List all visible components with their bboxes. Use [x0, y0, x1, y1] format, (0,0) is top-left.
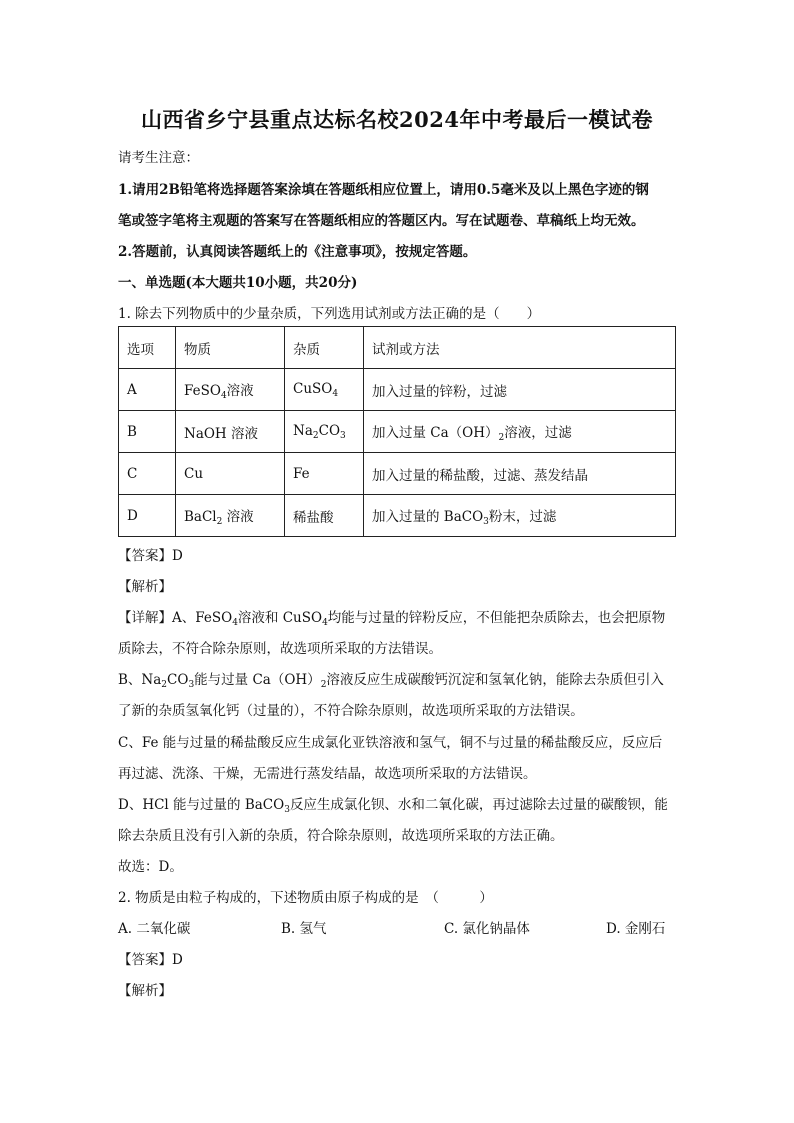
table-header-row	[119, 327, 676, 369]
notice-heading: 请考生注意：	[118, 150, 199, 166]
question-1-analysis-heading: 【解析】	[118, 579, 172, 595]
table-row	[119, 369, 676, 411]
impurity-cell: $Na_2CO_3$	[285, 411, 364, 453]
substance-cell: NaOH 溶液	[176, 411, 285, 453]
table-row	[119, 411, 676, 453]
question-2-answer: 【答案】D	[118, 952, 183, 968]
method-cell: 加入过量的稀盐酸，过滤、蒸发结晶	[364, 453, 676, 495]
question-1-conclusion: 故选：D。	[118, 859, 183, 875]
choice-c: C. 氯化钠晶体	[444, 921, 530, 937]
table-header-cell: 物质	[176, 327, 285, 369]
method-cell: 加入过量的 BaCO$_3$粉末，过滤	[364, 495, 676, 537]
analysis-c-line-1: C、Fe 能与过量的稀盐酸反应生成氯化亚铁溶液和氢气，铜不与过量的稀盐酸反应，反应后	[118, 735, 663, 751]
question-1-answer: 【答案】D	[118, 548, 183, 564]
impurity-cell: 稀盐酸	[285, 495, 364, 537]
analysis-b-line-1: B、$Na_2CO_3$能与过量 $Ca(OH)_2$溶液反应生成碳酸钙沉淀和氢氧化钠，能除去杂质但引入	[118, 672, 664, 690]
option-label: D	[119, 495, 176, 537]
analysis-b-line-2: 了新的杂质氢氧化钙（过量的），不符合除杂原则，故选项所采取的方法错误。	[118, 703, 584, 719]
substance-cell: FeSO$_4$溶液	[176, 369, 285, 411]
question-1-stem: 1. 除去下列物质中的少量杂质，下列选用试剂或方法正确的是（ ）	[118, 306, 541, 322]
notice-item-1-line-2: 笔或签字笔将主观题的答案写在答题纸相应的答题区内。写在试题卷、草稿纸上均无效。	[118, 213, 645, 229]
analysis-d-line-1: D、HCl 能与过量的 BaCO$_3$反应生成氯化钡、水和二氧化碳，再过滤除去过量的碳酸钡，能	[118, 797, 668, 815]
analysis-d-line-2: 除去杂质且没有引入新的杂质，符合除杂原则，故选项所采取的方法正确。	[118, 828, 564, 844]
substance-cell: BaCl$_2$ 溶液	[176, 495, 285, 537]
option-label: C	[119, 453, 176, 495]
question-2-stem: 2. 物质是由粒子构成的，下述物质由原子构成的是 （ ）	[118, 890, 493, 906]
impurity-cell: CuSO$_4$	[285, 369, 364, 411]
table-header-cell: 选项	[119, 327, 176, 369]
choice-a: A. 二氧化碳	[118, 921, 191, 937]
substance-cell: Cu	[176, 453, 285, 495]
table-row	[119, 453, 676, 495]
notice-item-1-line-1: 1.请用2B铅笔将选择题答案涂填在答题纸相应位置上，请用0.5毫米及以上黑色字迹的钢	[118, 182, 649, 198]
table-header-cell: 试剂或方法	[364, 327, 676, 369]
choice-d: D. 金刚石	[606, 921, 666, 937]
analysis-c-line-2: 再过滤、洗涤、干燥，无需进行蒸发结晶，故选项所采取的方法错误。	[118, 766, 537, 782]
page-title: 山西省乡宁县重点达标名校2024年中考最后一模试卷	[141, 107, 653, 132]
impurity-cell: Fe	[285, 453, 364, 495]
section-heading: 一、单选题(本大题共10小题，共20分)	[118, 275, 358, 291]
analysis-a-line-2: 质除去，不符合除杂原则，故选项所采取的方法错误。	[118, 641, 442, 657]
option-label: B	[119, 411, 176, 453]
method-cell: 加入过量的锌粉，过滤	[364, 369, 676, 411]
option-label: A	[119, 369, 176, 411]
notice-item-2: 2.答题前，认真阅读答题纸上的《注意事项》，按规定答题。	[118, 244, 477, 260]
analysis-a-line-1: 【详解】A、FeSO$_4$溶液和 CuSO$_4$均能与过量的锌粉反应，不但能把杂质除去，也会把原物	[118, 610, 666, 628]
method-cell: 加入过量 $Ca(OH)_2$溶液，过滤	[364, 411, 676, 453]
table-row	[119, 495, 676, 537]
question-2-analysis-heading: 【解析】	[118, 983, 172, 999]
table-header-cell: 杂质	[285, 327, 364, 369]
choice-b: B. 氢气	[281, 921, 327, 937]
options-table	[118, 326, 676, 537]
